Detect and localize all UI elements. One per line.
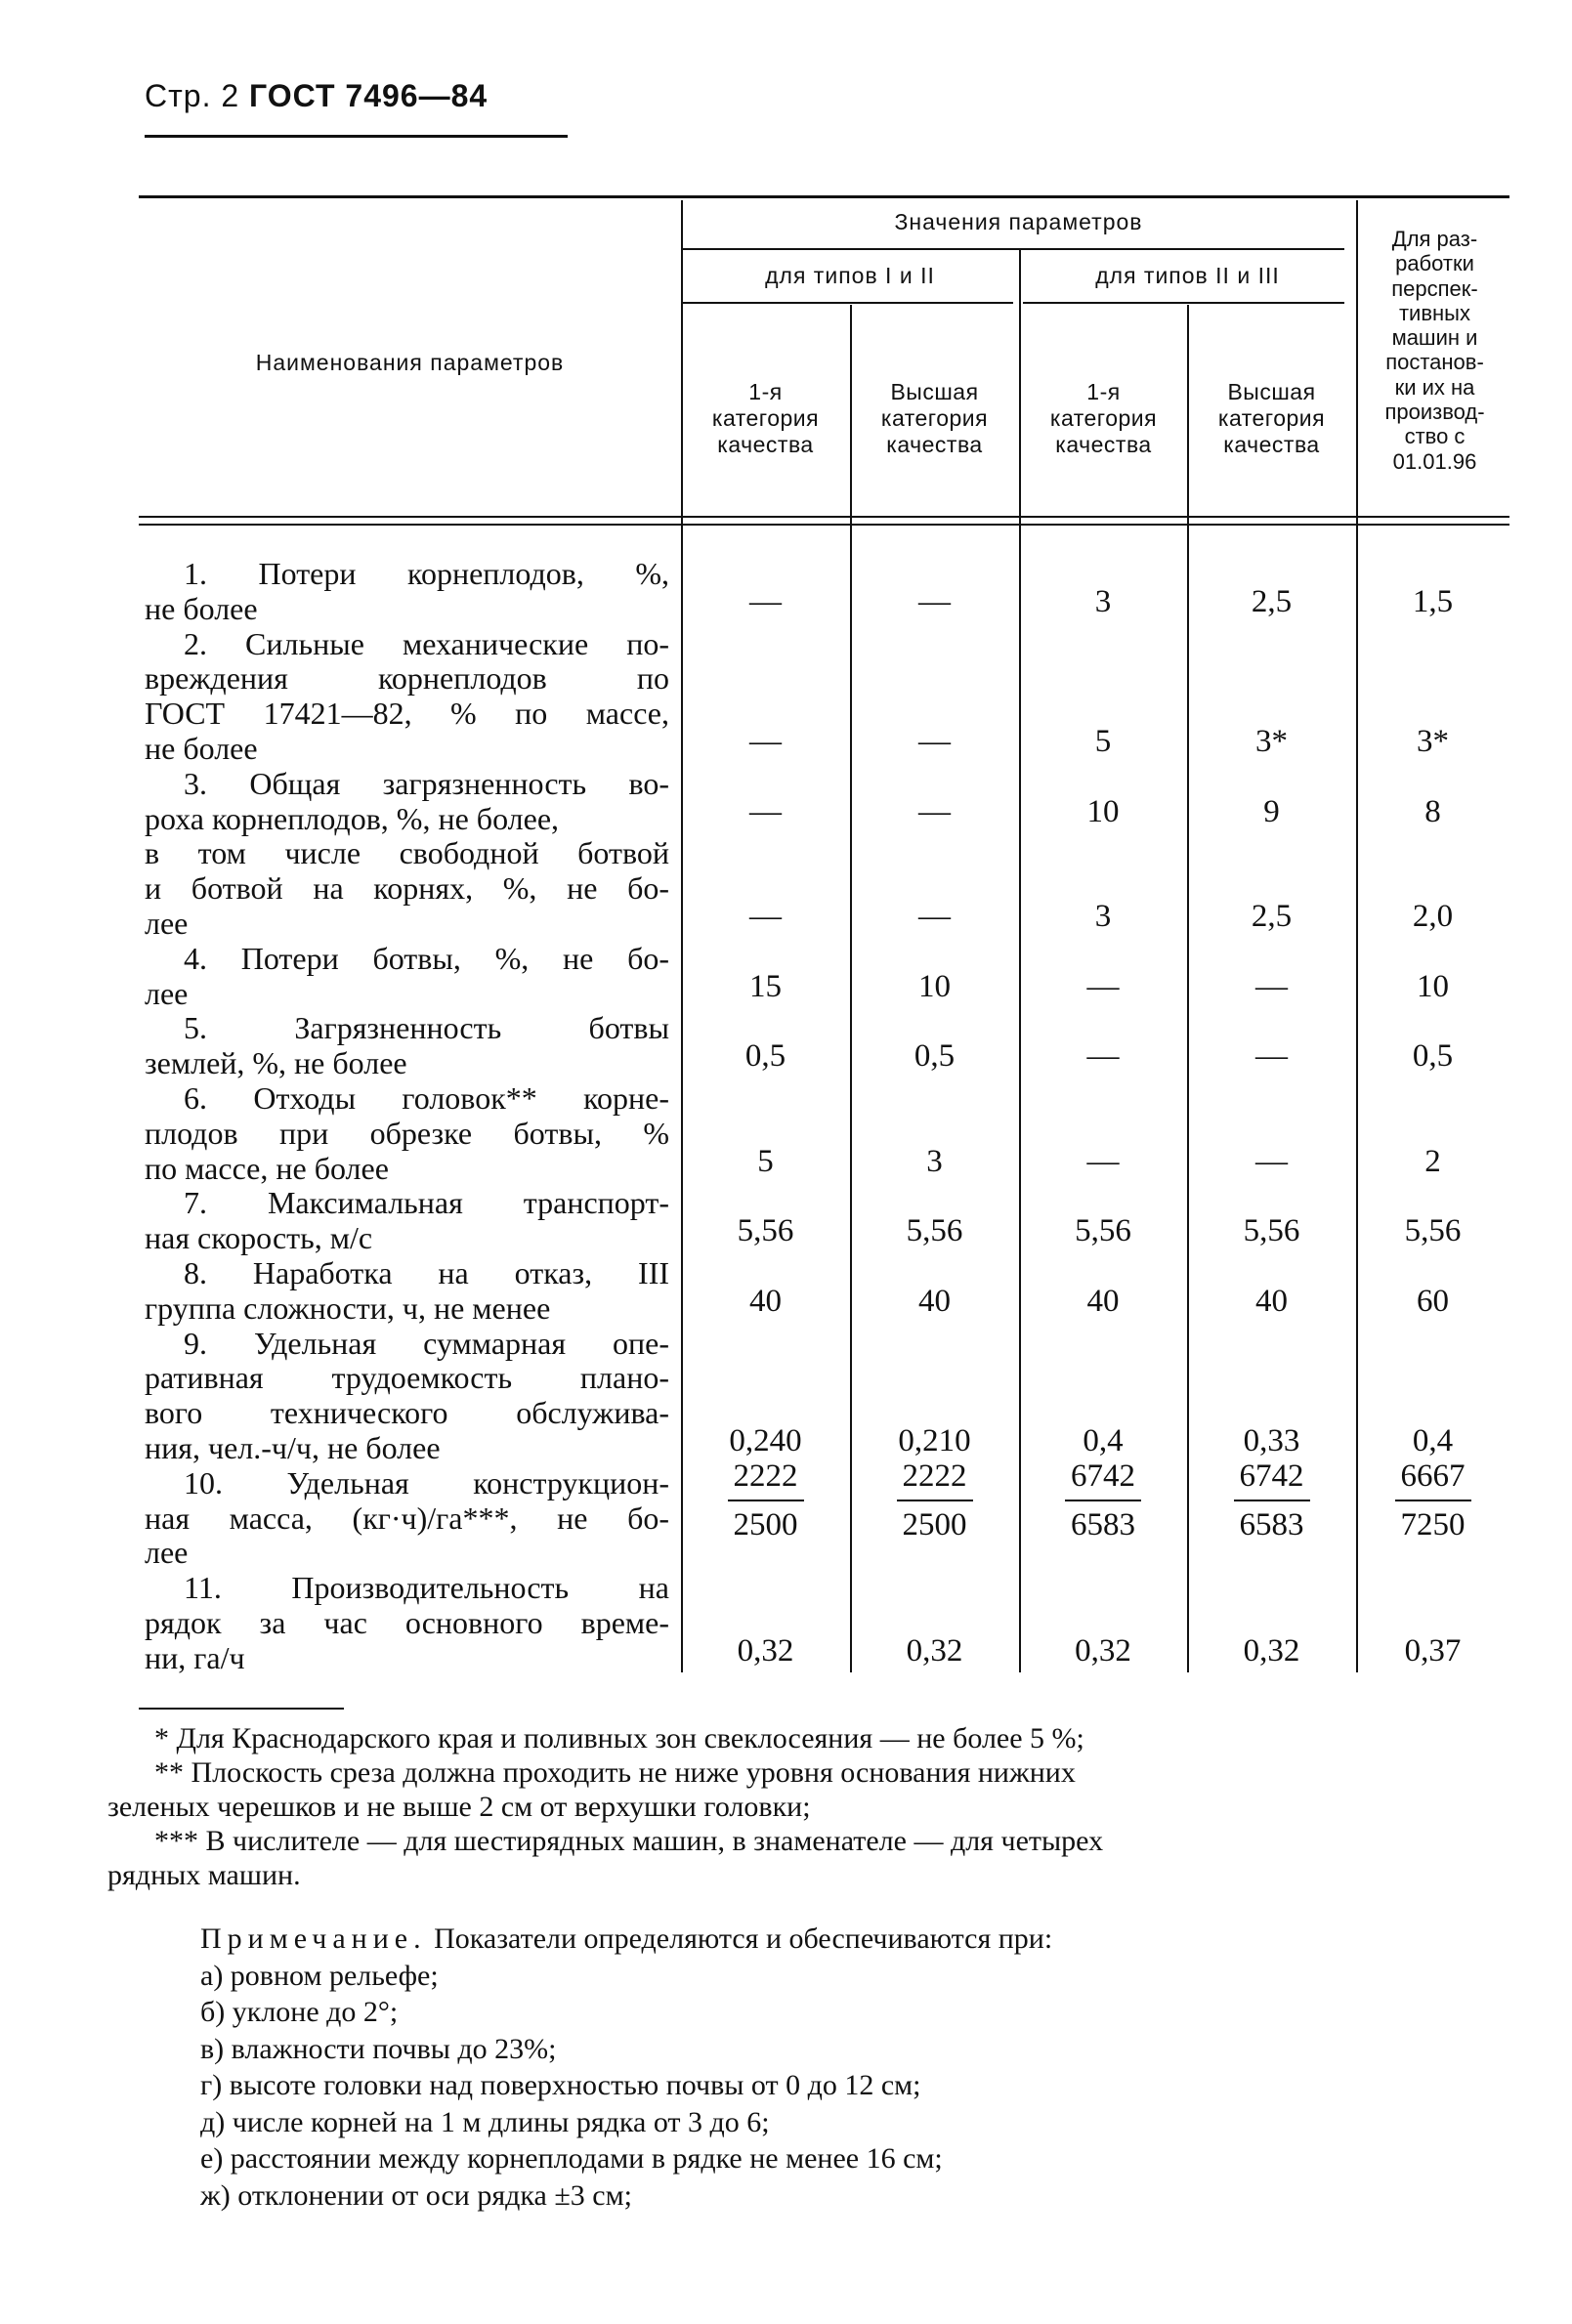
value-cell: 40 [749,1283,782,1319]
parameter-line: лее [145,975,189,1011]
fraction-numerator: 2222 [902,1458,967,1494]
value-cell: 2 [1424,1143,1441,1179]
header-group-rule-1 [681,302,1013,304]
value-cell: — [918,899,951,934]
parameter-line: 7. Максимальная транспорт- [184,1185,669,1221]
value-cell: 3 [1094,899,1112,934]
col-rule-c [1019,250,1021,1672]
parameter-line: вого технического обслужива- [145,1395,669,1431]
value-cell: 15 [749,968,782,1004]
note-intro: Показатели определяются и обеспечиваются при: [434,1923,1053,1955]
group-2-header: для типов II и III [1095,263,1280,288]
parameter-line: ративная трудоемкость плано- [145,1360,669,1396]
value-cell: 0,5 [913,1038,956,1075]
value-cell: 5,56 [737,1213,794,1249]
value-cell: 40 [918,1283,951,1319]
value-cell: — [749,724,782,759]
value-cell: 10 [918,968,951,1004]
col-rule-d [1187,305,1189,1672]
fraction-cell [688,1453,844,1548]
quality-category-header [1187,379,1356,458]
footnote-2-cont: зеленых черешков и не выше 2 см от верхушки головки; [107,1791,811,1823]
header-line: работки [1395,251,1474,276]
footnote-2: ** Плоскость среза должна проходить не ниже уровня основания нижних [154,1756,1076,1789]
value-cell: 5 [757,1143,774,1179]
note-item: а) ровном рельефе; [200,1959,439,1992]
header-line: ки их на [1394,374,1475,400]
parameter-line: и ботвой на корнях, %, не бо- [145,870,669,907]
value-cell: — [1086,968,1120,1004]
parameter-line: 9. Удельная суммарная опе- [184,1325,669,1361]
fraction-denominator: 6583 [1239,1506,1304,1542]
value-cell: 0,33 [1243,1423,1300,1458]
parameter-name [145,627,669,767]
parameter-line: 1. Потери корнеплодов, %, [184,556,669,591]
quality-category-header [1019,379,1188,458]
parameter-name [145,1327,669,1466]
value-cell: — [918,724,951,759]
header-rule [145,135,568,138]
value-cell: 0,5 [1412,1038,1454,1075]
value-cell: — [918,583,951,619]
header-line: Для раз- [1391,227,1478,251]
header-line: качества [886,432,983,457]
value-cell: 8 [1424,793,1441,829]
parameter-line: плодов при обрезке ботвы, % [145,1115,669,1151]
value-cell: 40 [1086,1283,1120,1319]
header-line: постанов- [1385,350,1484,375]
value-cell: — [1255,1143,1288,1179]
fraction-numerator: 6667 [1400,1458,1466,1494]
header-line: машин и [1391,325,1478,351]
header-line: качества [1223,432,1320,457]
value-cell: 5,56 [1404,1213,1462,1249]
parameter-line: 11. Производительность на [184,1570,669,1606]
header-line: Высшая [890,379,979,404]
parameter-name [145,1256,669,1327]
parameter-line: лее [145,905,189,941]
value-cell: 0,37 [1404,1632,1462,1669]
value-cell: 3* [1417,724,1449,759]
fraction-denominator: 6583 [1071,1506,1135,1542]
fraction-numerator: 6742 [1239,1458,1304,1494]
quality-category-header [681,379,850,458]
note-intro-line [200,1921,1470,1958]
value-cell: — [749,793,782,829]
parameter-name [145,767,669,837]
parameter-line: 4. Потери ботвы, %, не бо- [184,940,669,976]
parameter-line: лее [145,1535,189,1571]
fraction-numerator: 2222 [733,1458,798,1494]
value-cell: 40 [1255,1283,1288,1319]
value-cell: — [749,583,782,619]
value-cell: 0,4 [1412,1423,1454,1458]
future-machines-header [1358,227,1511,474]
parameter-line: роха корнеплодов, %, не более, [145,800,560,836]
footnote-3-cont: рядных машин. [107,1859,301,1891]
parameter-line: группа сложности, ч, не менее [145,1289,551,1326]
header-line: качества [1055,432,1152,457]
parameter-name [145,1571,669,1675]
header-values-rule [681,248,1344,250]
parameter-name [145,1186,669,1256]
note-block [200,1921,1470,2214]
header-line: категория [1049,405,1158,431]
note-item: д) числе корней на 1 м длины рядка от 3 до 6; [200,2105,770,2138]
note-item: б) уклоне до 2°; [200,1996,399,2028]
parameter-name [145,557,669,627]
parameter-line: ни, га/ч [145,1639,245,1675]
parameter-line: не более [145,590,258,626]
header-line: категория [880,405,989,431]
value-cell: 0,240 [729,1423,802,1458]
footnote-rule [139,1708,344,1710]
value-cell: 9 [1263,793,1280,829]
header-line: ство с [1404,424,1466,449]
parameter-name [145,942,669,1012]
value-cell: 0,32 [906,1632,963,1669]
fraction-numerator: 6742 [1071,1458,1135,1494]
parameter-line: 3. Общая загрязненность во- [184,765,669,801]
note-label: Примечание. [200,1923,427,1955]
values-header: Значения параметров [894,209,1143,234]
parameter-line: ная скорость, м/с [145,1220,373,1256]
fraction-denominator: 2500 [733,1506,798,1542]
fraction-denominator: 7250 [1400,1506,1466,1542]
table-top-rule [139,195,1509,198]
fraction-cell [1355,1453,1511,1548]
fraction-cell [1194,1453,1350,1548]
header-bottom-rule-2 [139,524,1509,526]
header-line: категория [1217,405,1326,431]
value-cell: 0,4 [1083,1423,1124,1458]
value-cell: 10 [1417,968,1449,1004]
value-cell: 0,32 [737,1632,794,1669]
footnote-1: * Для Краснодарского края и поливных зон свеклосеяния — не более 5 %; [154,1722,1084,1754]
header-line: перспек- [1391,275,1478,301]
parameter-line: 2. Сильные механические по- [184,625,669,661]
param-name-header: Наименования параметров [255,350,565,375]
value-cell: 3 [926,1143,943,1179]
footnotes [107,1721,1503,1892]
value-cell: — [749,899,782,934]
value-cell: — [1086,1038,1120,1075]
footnote-3: *** В числителе — для шестирядных машин, в знаменателе — для четырех [154,1825,1104,1857]
value-cell: — [1255,1038,1288,1075]
standard-title: ГОСТ 7496—84 [249,78,489,113]
page-label: Стр. 2 [145,78,240,113]
note-item: ж) отклонении от оси рядка ±3 см; [200,2178,632,2212]
value-cell: 2,5 [1251,583,1293,619]
header-bottom-rule-1 [139,516,1509,518]
header-line: Высшая [1227,379,1316,404]
value-cell: 3 [1094,583,1112,619]
value-cell: 0,210 [898,1423,971,1458]
value-cell: 0,32 [1075,1632,1131,1669]
page-header [145,78,488,114]
header-line: тивных [1398,300,1470,325]
value-cell: 5 [1094,724,1112,759]
parameter-name [145,1466,669,1571]
note-item: в) влажности почвы до 23%; [200,2032,557,2065]
quality-category-header [850,379,1019,458]
value-cell: 1,5 [1412,583,1454,619]
header-line: 1-я [748,379,783,404]
parameter-line: вреждения корнеплодов по [145,660,669,697]
value-cell: — [918,793,951,829]
header-line: 01.01.96 [1392,448,1477,474]
parameter-name [145,1011,669,1081]
parameter-name [145,836,669,941]
value-cell: — [1255,968,1288,1004]
fraction-cell [857,1453,1013,1548]
parameter-line: по массе, не более [145,1150,389,1186]
parameter-line: ния, чел.-ч/ч, не более [145,1429,441,1465]
note-item: г) высоте головки над поверхностью почвы от 0 до 12 см; [200,2069,921,2101]
value-cell: 0,32 [1243,1632,1300,1669]
header-line: производ- [1384,400,1485,425]
value-cell: 10 [1086,793,1120,829]
value-cell: — [1086,1143,1120,1179]
parameter-line: в том числе свободной ботвой [145,835,669,871]
header-group-rule-2 [1023,302,1344,304]
value-cell: 60 [1417,1283,1449,1319]
header-line: качества [717,432,814,457]
parameter-line: рядок за час основного време- [145,1604,669,1640]
note-item: е) расстоянии между корнеплодами в рядке не менее 16 см; [200,2142,943,2175]
parameter-line: ГОСТ 17421—82, % по массе, [145,696,669,732]
col-rule-b [850,305,852,1672]
parameter-line: ная масса, (кг·ч)/га***, не бо- [145,1500,669,1536]
value-cell: 3* [1255,724,1288,759]
value-cell: 5,56 [906,1213,963,1249]
group-1-header: для типов I и II [765,263,935,288]
parameter-name [145,1081,669,1186]
parameter-line: землей, %, не более [145,1045,407,1081]
value-cell: 2,5 [1251,899,1293,934]
parameter-line: 5. Загрязненность ботвы [184,1010,669,1046]
value-cell: 0,5 [744,1038,786,1075]
parameter-line: 10. Удельная конструкцион- [184,1464,669,1500]
parameter-line: не более [145,730,258,766]
value-cell: 2,0 [1412,899,1454,934]
fraction-denominator: 2500 [902,1506,967,1542]
parameter-line: 8. Наработка на отказ, III [184,1255,669,1290]
value-cell: 5,56 [1243,1213,1300,1249]
value-cell: 5,56 [1075,1213,1131,1249]
header-line: категория [711,405,820,431]
parameter-line: 6. Отходы головок** корне- [184,1080,669,1116]
fraction-cell [1025,1453,1181,1548]
header-line: 1-я [1086,379,1121,404]
